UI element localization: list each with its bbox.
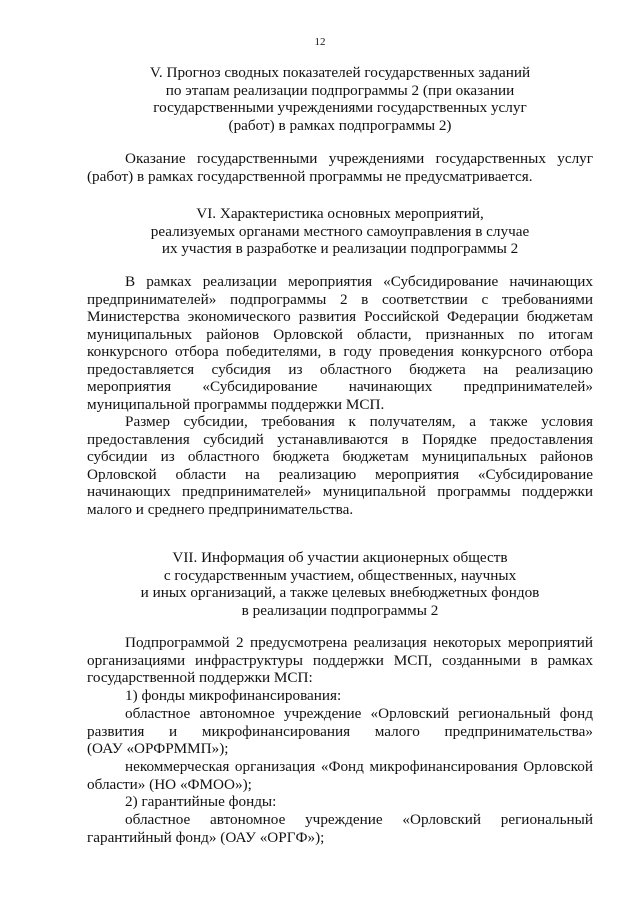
heading-line: в реализации подпрограммы 2 <box>241 601 439 619</box>
page-number: 12 <box>314 36 326 48</box>
section-5-paragraph <box>87 150 593 185</box>
section-7-paragraph <box>87 634 593 687</box>
paragraph-line: муниципальной программы поддержки МСП. <box>87 395 385 413</box>
paragraph-line: развития и микрофинансирования малого предпринимательства» <box>87 722 593 740</box>
item-1-entry-b <box>87 758 593 793</box>
item-1-entry-a <box>87 705 593 758</box>
paragraph-line: 2) гарантийные фонды: <box>125 793 277 810</box>
paragraph-line: 1) фонды микрофинансирования: <box>125 687 342 704</box>
paragraph-line: предоставления субсидий устанавливаются в Порядке предоставления <box>87 430 593 448</box>
paragraph-line: предпринимателей» подпрограммы 2 в соответствии с требованиями <box>87 290 593 308</box>
heading-line: государственными учреждениями государственных услуг <box>153 99 527 116</box>
item-2-title <box>87 793 593 811</box>
section-5-heading <box>87 64 593 134</box>
heading-line: V. Прогноз сводных показателей государственных заданий <box>149 64 531 81</box>
section-6-heading <box>87 205 593 258</box>
paragraph-line: (ОАУ «ОРФРММП»); <box>87 740 229 757</box>
heading-line: реализуемых органами местного самоуправления в случае <box>150 222 530 240</box>
paragraph-line: муниципальных районов Орловской области, признанных по итогам <box>87 325 593 343</box>
paragraph-line: области» (НО «ФМОО»); <box>87 775 252 793</box>
paragraph-line: конкурсного отбора победителями, в году проведения конкурсного отбора <box>87 343 593 360</box>
paragraph-line: некоммерческая организация «Фонд микрофинансирования Орловской <box>125 758 593 775</box>
paragraph-line: В рамках реализации мероприятия «Субсидирование начинающих <box>125 273 593 290</box>
heading-line: их участия в разработке и реализации подпрограммы 2 <box>161 240 519 257</box>
section-6-paragraph-2 <box>87 413 593 518</box>
section-6-paragraph-1 <box>87 273 593 413</box>
paragraph-line: организациями инфраструктуры поддержки МСП, созданными в рамках <box>87 651 593 669</box>
paragraph-line: Подпрограммой 2 предусмотрена реализация некоторых мероприятий <box>125 634 593 651</box>
item-1-title <box>87 687 593 705</box>
heading-line: (работ) в рамках подпрограммы 2) <box>228 116 452 134</box>
heading-line: с государственным участием, общественных, научных <box>163 566 517 584</box>
paragraph-line: мероприятия «Субсидирование начинающих предпринимателей» <box>87 378 593 395</box>
paragraph-line: государственной поддержки МСП: <box>87 669 313 686</box>
paragraph-line: Орловской области на реализацию мероприятия «Субсидирование <box>87 465 593 483</box>
item-2-entry-a <box>87 811 593 846</box>
heading-line: VI. Характеристика основных мероприятий, <box>196 205 484 222</box>
paragraph-line: малого и среднего предпринимательства. <box>87 500 354 518</box>
paragraph-line: областное автономное учреждение «Орловский региональный <box>125 811 593 828</box>
paragraph-line: предоставляется субсидия из областного бюджета на реализацию <box>87 360 593 378</box>
paragraph-line: областное автономное учреждение «Орловский региональный фонд <box>125 705 593 722</box>
heading-line: и иных организаций, а также целевых внебюджетных фондов <box>140 584 540 601</box>
section-7-heading <box>87 549 593 619</box>
heading-line: VII. Информация об участии акционерных обществ <box>172 549 508 566</box>
paragraph-line: гарантийный фонд» (ОАУ «ОРГФ»); <box>87 828 325 846</box>
paragraph-line: начинающих предпринимателей» муниципальной программы поддержки <box>87 483 593 500</box>
paragraph-line: Министерства экономического развития Российской Федерации бюджетам <box>87 308 593 325</box>
paragraph-line: Оказание государственными учреждениями государственных услуг <box>125 150 593 167</box>
paragraph-line: (работ) в рамках государственной программы не предусматривается. <box>87 167 533 185</box>
paragraph-line: субсидии из областного бюджета бюджетам муниципальных районов <box>87 448 593 465</box>
paragraph-line: Размер субсидии, требования к получателям, а также условия <box>125 413 593 430</box>
heading-line: по этапам реализации подпрограммы 2 (при оказании <box>165 81 515 99</box>
